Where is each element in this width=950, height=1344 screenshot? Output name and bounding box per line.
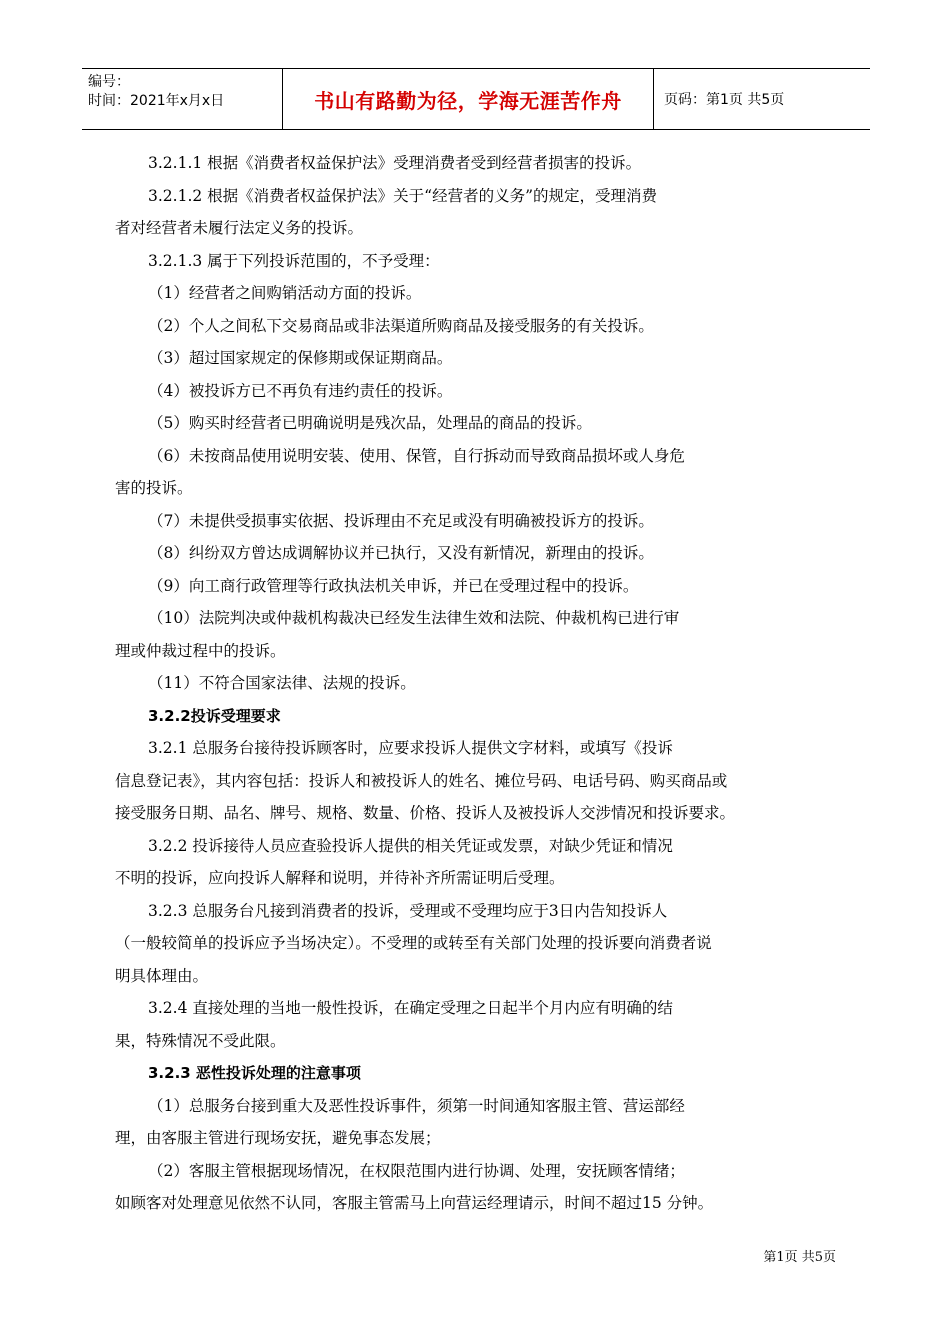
text-line: （10）法院判决或仲裁机构裁决已经发生法律生效和法院、仲裁机构已进行审 — [148, 609, 680, 627]
section-heading: 3.2.3 恶性投诉处理的注意事项 — [148, 1064, 361, 1082]
page-footer: 第1页 共5页 — [763, 1250, 836, 1265]
text-line: （5）购买时经营者已明确说明是残次品，处理品的商品的投诉。 — [148, 414, 592, 432]
text-line: （一般较简单的投诉应予当场决定）。不受理的或转至有关部门处理的投诉要向消费者说 — [115, 934, 712, 952]
text-line: 3.2.1 总服务台接待投诉顾客时，应要求投诉人提供文字材料，或填写《投诉 — [148, 739, 673, 757]
text-line: （2）个人之间私下交易商品或非法渠道所购商品及接受服务的有关投诉。 — [148, 316, 654, 335]
date-label: 时间：2021年x月x日 — [88, 93, 225, 109]
text-line: 3.2.2 投诉接待人员应查验投诉人提供的相关凭证或发票，对缺少凭证和情况 — [148, 836, 673, 855]
text-line: （9）向工商行政管理等行政执法机关申诉，并已在受理过程中的投诉。 — [148, 576, 639, 595]
text-line: （8）纠纷双方曾达成调解协议并已执行，又没有新情况，新理由的投诉。 — [148, 544, 654, 562]
text-line: （2）客服主管根据现场情况，在权限范围内进行协调、处理，安抚顾客情绪； — [148, 1161, 685, 1180]
text-line: （1）经营者之间购销活动方面的投诉。 — [148, 284, 422, 302]
text-line: 者对经营者未履行法定义务的投诉。 — [115, 219, 364, 237]
text-line: 3.2.3 总服务台凡接到消费者的投诉，受理或不受理均应于3日内告知投诉人 — [148, 901, 668, 920]
text-line: 信息登记表》，其内容包括：投诉人和被投诉人的姓名、摊位号码、电话号码、购买商品或 — [115, 771, 728, 790]
text-line: 3.2.4 直接处理的当地一般性投诉，在确定受理之日起半个月内应有明确的结 — [148, 999, 673, 1017]
text-line: （1）总服务台接到重大及恶性投诉事件，须第一时间通知客服主管、营运部经 — [148, 1096, 685, 1115]
text-line: 害的投诉。 — [115, 479, 193, 497]
header-motto: 书山有路勤为径，学海无涯苦作舟 — [282, 69, 654, 129]
number-label: 编号： — [88, 74, 130, 90]
text-line: 3.2.1.3 属于下列投诉范围的，不予受理： — [148, 251, 440, 270]
document-body — [115, 147, 843, 1220]
text-line: 理，由客服主管进行现场安抚，避免事态发展； — [115, 1129, 441, 1147]
page-header — [82, 68, 870, 130]
text-line: （6）未按商品使用说明安装、使用、保管，自行拆动而导致商品损坏或人身危 — [148, 446, 685, 465]
header-page-info: 页码：第1页 共5页 — [664, 92, 785, 108]
text-line: 理或仲裁过程中的投诉。 — [115, 641, 286, 660]
text-line: 接受服务日期、品名、牌号、规格、数量、价格、投诉人及被投诉人交涉情况和投诉要求。 — [115, 804, 736, 822]
text-line: 如顾客对处理意见依然不认同，客服主管需马上向营运经理请示，时间不超过15 分钟。 — [115, 1194, 714, 1212]
text-line: 果，特殊情况不受此限。 — [115, 1031, 286, 1050]
text-line: （7）未提供受损事实依据、投诉理由不充足或没有明确被投诉方的投诉。 — [148, 511, 654, 530]
text-line: 明具体理由。 — [115, 966, 209, 985]
text-line: （11）不符合国家法律、法规的投诉。 — [148, 674, 416, 692]
text-line: 不明的投诉，应向投诉人解释和说明，并待补齐所需证明后受理。 — [115, 869, 565, 887]
text-line: 3.2.1.2 根据《消费者权益保护法》关于“经营者的义务”的规定，受理消费 — [148, 186, 658, 205]
text-line: （4）被投诉方已不再负有违约责任的投诉。 — [148, 381, 453, 400]
section-heading: 3.2.2投诉受理要求 — [148, 706, 281, 725]
header-meta — [82, 69, 282, 129]
text-line: （3）超过国家规定的保修期或保证期商品。 — [148, 349, 453, 367]
text-line: 3.2.1.1 根据《消费者权益保护法》受理消费者受到经营者损害的投诉。 — [148, 154, 642, 172]
